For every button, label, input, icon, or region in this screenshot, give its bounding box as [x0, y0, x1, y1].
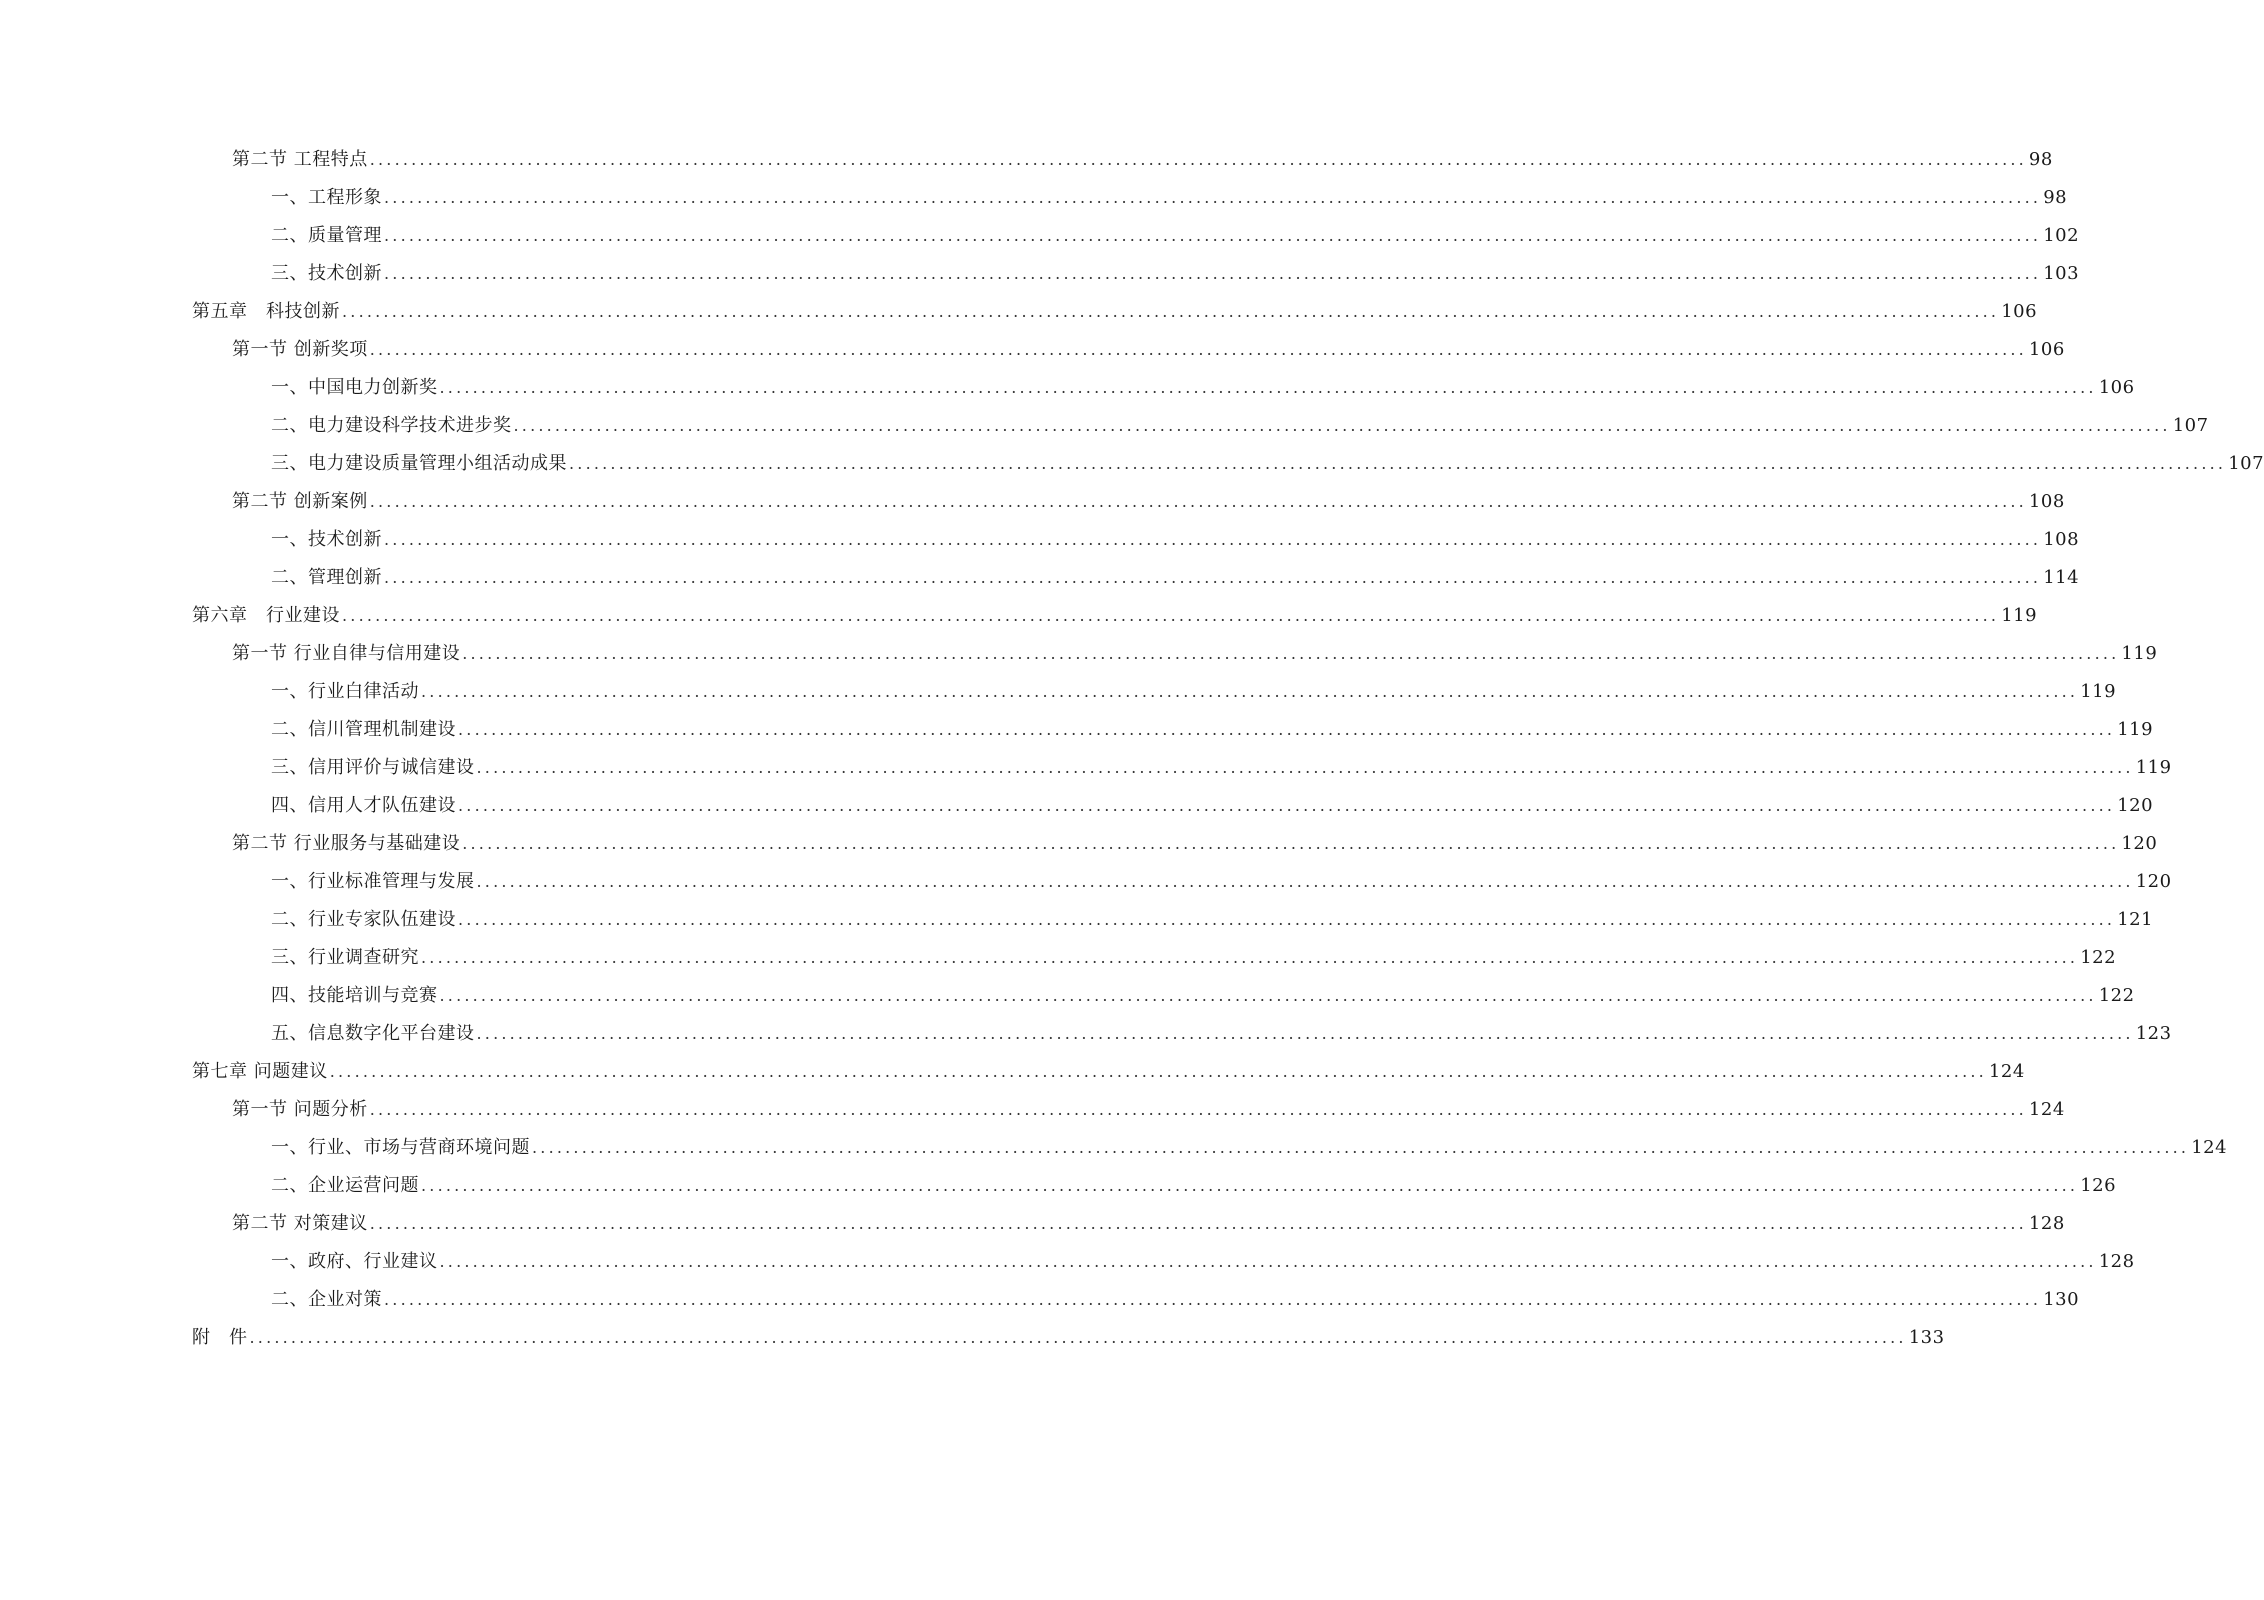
toc-entry[interactable]	[0, 217, 2080, 255]
toc-entry-page-number: 119	[2080, 681, 2117, 702]
toc-dot-leader: ........................................................................................................................................................................................................	[384, 1290, 2042, 1309]
toc-entry-title: 一、工程形象	[271, 187, 382, 208]
toc-entry-title: 二、质量管理	[271, 225, 382, 246]
toc-entry-page-number: 122	[2098, 985, 2135, 1006]
toc-entry-title: 三、技术创新	[271, 263, 382, 284]
toc-entry-title: 第一节 创新奖项	[232, 339, 368, 360]
toc-dot-leader: ........................................................................................................................................................................................................	[462, 834, 2120, 853]
toc-dot-leader: ........................................................................................................................................................................................................	[421, 682, 2079, 701]
toc-entry-page-number: 98	[2028, 149, 2053, 170]
toc-entry-page-number: 124	[2028, 1099, 2065, 1120]
toc-dot-leader: ........................................................................................................................................................................................................	[421, 1176, 2079, 1195]
toc-dot-leader: ........................................................................................................................................................................................................	[369, 340, 2027, 359]
toc-entry[interactable]	[0, 749, 2172, 787]
toc-entry-page-number: 119	[2001, 605, 2038, 626]
toc-entry[interactable]	[0, 1319, 1945, 1357]
toc-entry-title: 第一节 行业自律与信用建设	[232, 643, 461, 664]
toc-entry[interactable]	[0, 1091, 2065, 1129]
toc-entry[interactable]	[0, 255, 2080, 293]
toc-dot-leader: ........................................................................................................................................................................................................	[439, 986, 2097, 1005]
toc-entry-page-number: 108	[2028, 491, 2065, 512]
toc-entry[interactable]	[0, 407, 2209, 445]
toc-entry-page-number: 102	[2043, 225, 2080, 246]
toc-dot-leader: ........................................................................................................................................................................................................	[532, 1138, 2190, 1157]
toc-dot-leader: ........................................................................................................................................................................................................	[342, 302, 2000, 321]
toc-entry[interactable]	[0, 825, 2158, 863]
toc-entry-page-number: 126	[2080, 1175, 2117, 1196]
toc-dot-leader: ........................................................................................................................................................................................................	[476, 1024, 2134, 1043]
toc-entry-title: 二、电力建设科学技术进步奖	[271, 415, 512, 436]
toc-entry-title: 四、信用人才队伍建设	[271, 795, 456, 816]
toc-entry-page-number: 114	[2043, 567, 2080, 588]
toc-dot-leader: ........................................................................................................................................................................................................	[369, 1100, 2027, 1119]
toc-dot-leader: ........................................................................................................................................................................................................	[439, 378, 2097, 397]
toc-entry-title: 一、中国电力创新奖	[271, 377, 438, 398]
toc-entry-page-number: 107	[2172, 415, 2209, 436]
toc-entry-title: 第五章 科技创新	[192, 301, 340, 322]
toc-dot-leader: ........................................................................................................................................................................................................	[384, 530, 2042, 549]
toc-entry[interactable]	[0, 787, 2154, 825]
toc-entry-page-number: 128	[2028, 1213, 2065, 1234]
toc-entry[interactable]	[0, 293, 2038, 331]
toc-entry[interactable]	[0, 1167, 2117, 1205]
toc-entry-title: 第六章 行业建设	[192, 605, 340, 626]
toc-dot-leader: ........................................................................................................................................................................................................	[476, 872, 2134, 891]
toc-entry[interactable]	[0, 1129, 2228, 1167]
toc-entry[interactable]	[0, 939, 2117, 977]
toc-entry-page-number: 120	[2135, 871, 2172, 892]
toc-dot-leader: ........................................................................................................................................................................................................	[384, 226, 2042, 245]
toc-entry-page-number: 108	[2043, 529, 2080, 550]
toc-entry-page-number: 107	[2228, 453, 2264, 474]
toc-dot-leader: ........................................................................................................................................................................................................	[384, 264, 2042, 283]
toc-dot-leader: ........................................................................................................................................................................................................	[439, 1252, 2097, 1271]
toc-entry-page-number: 119	[2135, 757, 2172, 778]
toc-entry-page-number: 133	[1908, 1327, 1945, 1348]
toc-dot-leader: ........................................................................................................................................................................................................	[569, 454, 2227, 473]
toc-entry-title: 第二节 创新案例	[232, 491, 368, 512]
toc-dot-leader: ........................................................................................................................................................................................................	[462, 644, 2120, 663]
toc-dot-leader: ........................................................................................................................................................................................................	[369, 492, 2027, 511]
toc-entry-page-number: 106	[2001, 301, 2038, 322]
toc-entry[interactable]	[0, 863, 2172, 901]
toc-dot-leader: ........................................................................................................................................................................................................	[369, 1214, 2027, 1233]
toc-entry-title: 一、技术创新	[271, 529, 382, 550]
toc-entry-page-number: 106	[2098, 377, 2135, 398]
toc-entry[interactable]	[0, 711, 2154, 749]
toc-entry[interactable]	[0, 559, 2080, 597]
toc-entry-page-number: 119	[2117, 719, 2154, 740]
toc-dot-leader: ........................................................................................................................................................................................................	[369, 150, 2027, 169]
toc-entry-title: 一、行业白律活动	[271, 681, 419, 702]
toc-entry-page-number: 130	[2043, 1289, 2080, 1310]
toc-entry-page-number: 120	[2117, 795, 2154, 816]
toc-entry[interactable]	[0, 1205, 2065, 1243]
toc-entry-title: 二、企业对策	[271, 1289, 382, 1310]
toc-dot-leader: ........................................................................................................................................................................................................	[329, 1062, 1987, 1081]
toc-entry-title: 四、技能培训与竞赛	[271, 985, 438, 1006]
toc-dot-leader: ........................................................................................................................................................................................................	[342, 606, 2000, 625]
table-of-contents	[0, 141, 2264, 1357]
toc-entry-page-number: 121	[2117, 909, 2154, 930]
toc-entry[interactable]	[0, 1053, 2025, 1091]
toc-entry[interactable]	[0, 445, 2264, 483]
toc-entry[interactable]	[0, 141, 2053, 179]
toc-entry[interactable]	[0, 369, 2135, 407]
toc-entry-title: 一、行业标准管理与发展	[271, 871, 475, 892]
toc-entry[interactable]	[0, 483, 2065, 521]
toc-entry[interactable]	[0, 1015, 2172, 1053]
toc-entry[interactable]	[0, 901, 2154, 939]
toc-entry-page-number: 106	[2028, 339, 2065, 360]
toc-entry-page-number: 124	[2191, 1137, 2228, 1158]
toc-entry-title: 二、行业专家队伍建设	[271, 909, 456, 930]
toc-entry-title: 三、行业调查研究	[271, 947, 419, 968]
toc-entry-page-number: 120	[2121, 833, 2158, 854]
toc-entry[interactable]	[0, 635, 2158, 673]
toc-dot-leader: ........................................................................................................................................................................................................	[384, 188, 2042, 207]
toc-entry-title: 一、政府、行业建议	[271, 1251, 438, 1272]
toc-dot-leader: ........................................................................................................................................................................................................	[458, 910, 2116, 929]
toc-dot-leader: ........................................................................................................................................................................................................	[513, 416, 2171, 435]
toc-entry-page-number: 123	[2135, 1023, 2172, 1044]
toc-dot-leader: ........................................................................................................................................................................................................	[249, 1328, 1907, 1347]
toc-entry-title: 三、信用评价与诚信建设	[271, 757, 475, 778]
toc-dot-leader: ........................................................................................................................................................................................................	[421, 948, 2079, 967]
toc-entry-title: 第二节 行业服务与基础建设	[232, 833, 461, 854]
toc-entry-title: 一、行业、市场与营商环境问题	[271, 1137, 530, 1158]
toc-entry-title: 第一节 问题分析	[232, 1099, 368, 1120]
toc-dot-leader: ........................................................................................................................................................................................................	[384, 568, 2042, 587]
toc-entry-title: 第二节 工程特点	[232, 149, 368, 170]
toc-entry-page-number: 128	[2098, 1251, 2135, 1272]
toc-entry-title: 附 件	[192, 1327, 248, 1348]
toc-entry[interactable]	[0, 597, 2038, 635]
toc-entry[interactable]	[0, 1281, 2080, 1319]
toc-dot-leader: ........................................................................................................................................................................................................	[458, 796, 2116, 815]
toc-entry-title: 第二节 对策建议	[232, 1213, 368, 1234]
toc-entry-page-number: 103	[2043, 263, 2080, 284]
toc-entry-title: 二、企业运营问题	[271, 1175, 419, 1196]
toc-entry-page-number: 122	[2080, 947, 2117, 968]
toc-entry[interactable]	[0, 1243, 2135, 1281]
toc-entry-page-number: 119	[2121, 643, 2158, 664]
toc-entry[interactable]	[0, 521, 2080, 559]
toc-entry-page-number: 98	[2043, 187, 2068, 208]
toc-entry-title: 三、电力建设质量管理小组活动成果	[271, 453, 567, 474]
toc-dot-leader: ........................................................................................................................................................................................................	[458, 720, 2116, 739]
toc-entry[interactable]	[0, 977, 2135, 1015]
toc-entry-page-number: 124	[1988, 1061, 2025, 1082]
toc-dot-leader: ........................................................................................................................................................................................................	[476, 758, 2134, 777]
toc-entry[interactable]	[0, 179, 2068, 217]
toc-entry[interactable]	[0, 673, 2117, 711]
toc-entry-title: 二、管理创新	[271, 567, 382, 588]
toc-entry[interactable]	[0, 331, 2065, 369]
toc-entry-title: 五、信息数字化平台建设	[271, 1023, 475, 1044]
toc-entry-title: 第七章 问题建议	[192, 1061, 328, 1082]
toc-entry-title: 二、信川管理机制建设	[271, 719, 456, 740]
